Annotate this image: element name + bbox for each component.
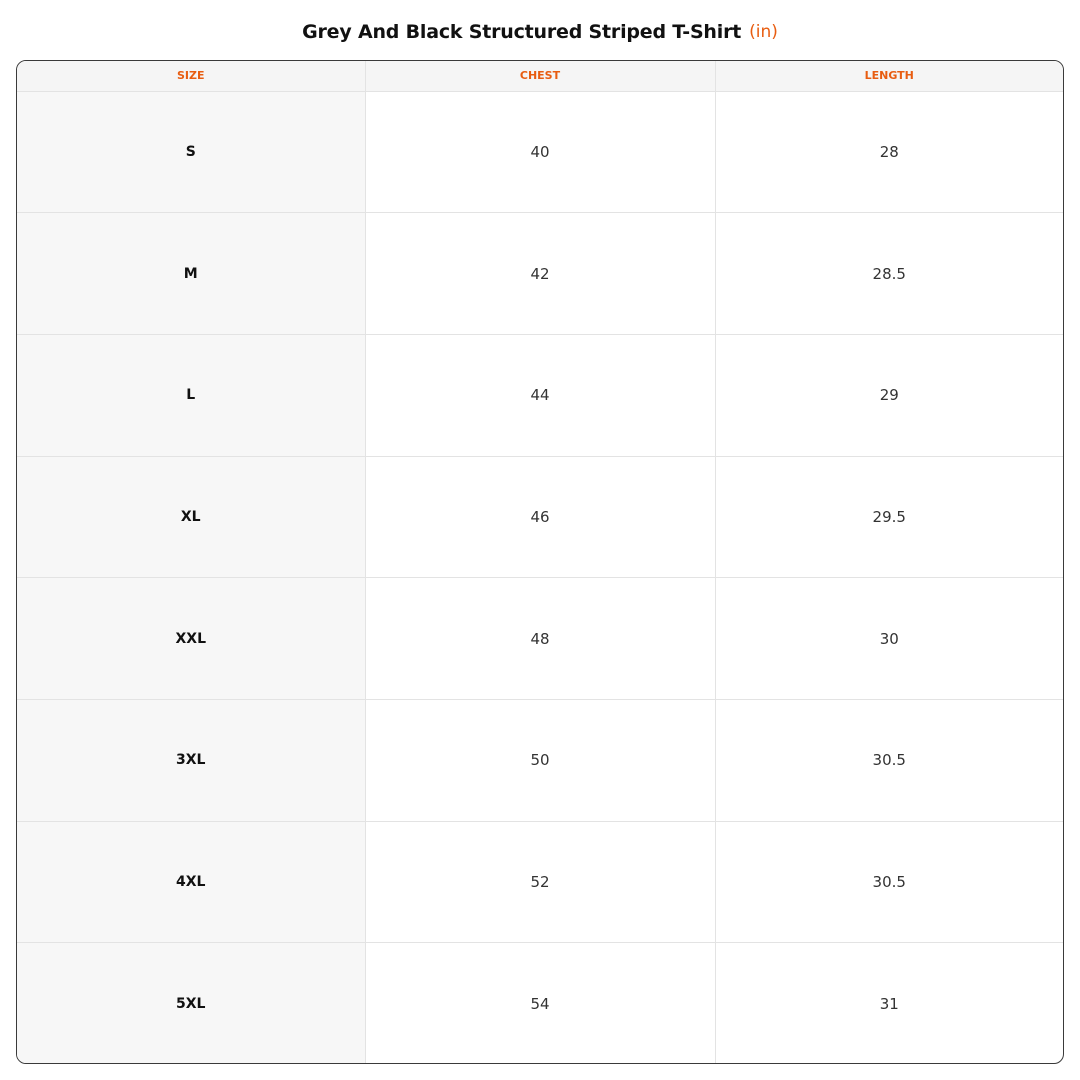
length-cell: 30.5: [715, 699, 1063, 821]
size-cell: 4XL: [17, 821, 365, 943]
chest-cell: 54: [365, 943, 715, 1064]
table-row: [17, 456, 1063, 578]
table-row: [17, 699, 1063, 821]
chest-cell: 50: [365, 699, 715, 821]
page-title: Grey And Black Structured Striped T-Shirt: [302, 21, 742, 43]
length-cell: 28: [715, 91, 1063, 213]
chest-cell: 40: [365, 91, 715, 213]
size-cell: L: [17, 334, 365, 456]
chest-cell: 48: [365, 578, 715, 700]
chest-cell: 44: [365, 334, 715, 456]
title-bar: [0, 16, 1080, 48]
size-cell: XL: [17, 456, 365, 578]
table-header: [17, 61, 1063, 91]
length-cell: 31: [879, 994, 899, 1013]
table-row: [17, 91, 1063, 213]
size-cell: M: [17, 213, 365, 335]
size-table: [17, 61, 1063, 1064]
unit-label: (in): [749, 22, 778, 42]
table-row: [17, 213, 1063, 335]
header-row: [17, 61, 1063, 91]
table-row: [17, 578, 1063, 700]
chest-cell: 46: [365, 456, 715, 578]
size-cell: S: [17, 91, 365, 213]
chest-cell: 42: [365, 213, 715, 335]
length-cell: 30: [715, 578, 1063, 700]
column-header-size: SIZE: [17, 61, 365, 91]
size-cell: 5XL: [17, 943, 365, 1064]
chest-cell: 52: [365, 821, 715, 943]
column-header-chest: CHEST: [365, 61, 715, 91]
table-row: [17, 943, 1063, 1064]
table-row: [17, 821, 1063, 943]
length-cell: 28.5: [715, 213, 1063, 335]
column-header-length: LENGTH: [715, 61, 1063, 91]
size-table-container: [16, 60, 1064, 1064]
size-cell: XXL: [17, 578, 365, 700]
length-cell: 29: [715, 334, 1063, 456]
length-cell: 29.5: [715, 456, 1063, 578]
length-cell: 30.5: [715, 821, 1063, 943]
size-cell: 3XL: [17, 699, 365, 821]
table-body: [17, 91, 1063, 1064]
table-row: [17, 334, 1063, 456]
